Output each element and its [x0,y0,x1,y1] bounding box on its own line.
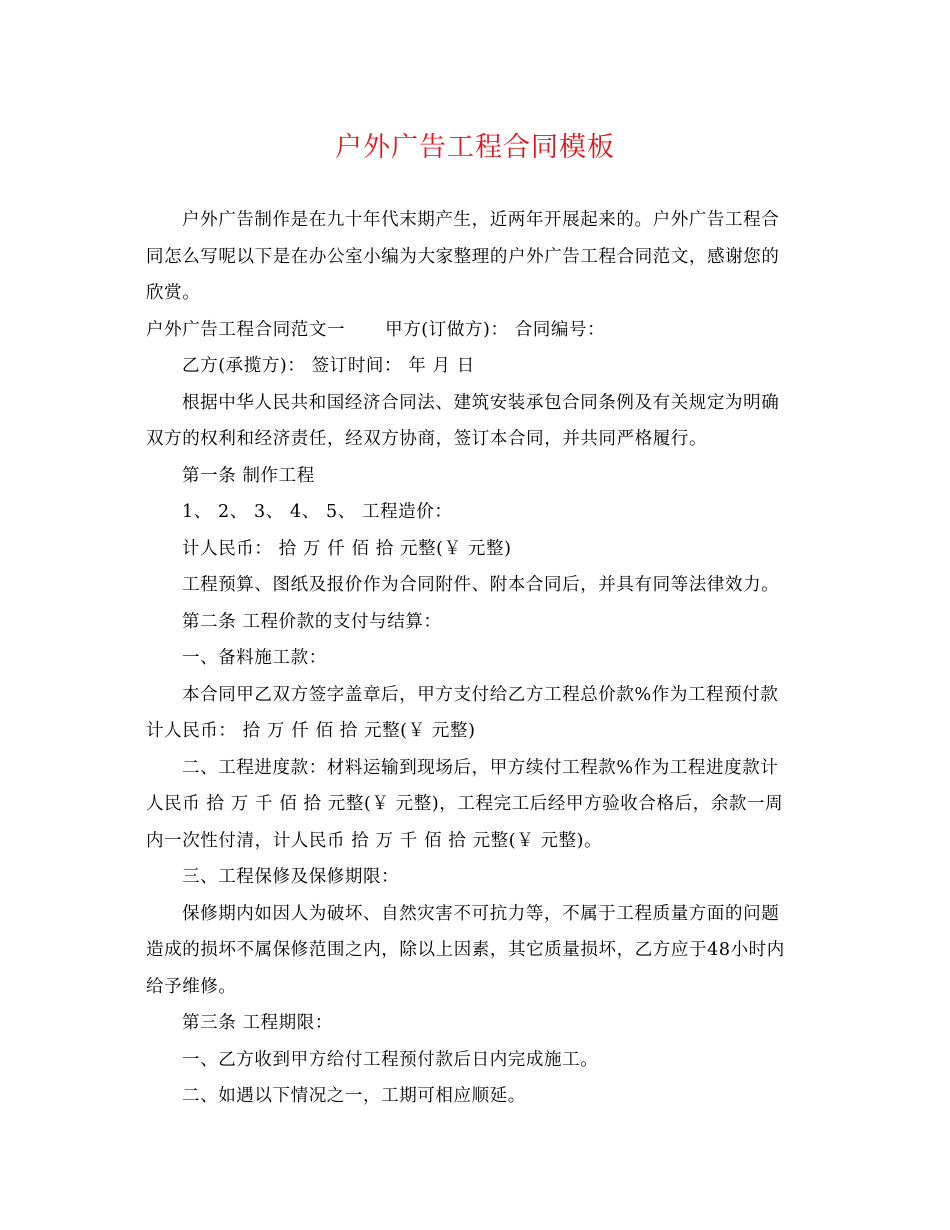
intro-paragraph [146,202,810,312]
article-1-rmb: 计人民币： 拾 万 仟 佰 拾 元整(￥ 元整) [182,538,512,559]
article-2-sub3-heading: 三、工程保修及保修期限： [182,867,400,887]
party-b-line: 乙方(承揽方)： 签订时间： 年 月 日 [182,356,475,376]
article-2-heading: 第二条 工程价款的支付与结算： [182,611,442,632]
article-2-sub2-paragraph [146,750,810,860]
article-2-sub3-line-1: 保修期内如因人为破坏、自然灾害不可抗力等，不属于工程质量方面的问题 [182,903,780,924]
article-2-sub1-line-1: 本合同甲乙双方签字盖章后，甲方支付给乙方工程总价款%作为工程预付款 [182,684,779,705]
article-2-sub1-paragraph [146,677,810,750]
basis-line-1: 根据中华人民共和国经济合同法、建筑安装承包合同条例及有关规定为明确 [182,392,780,413]
article-2-sub2-line-1: 二、工程进度款：材料运输到现场后，甲方续付工程款%作为工程进度款计 [182,757,779,778]
party-a-contract-no: 甲方(订做方)： 合同编号： [385,319,606,340]
article-1-attachment: 工程预算、图纸及报价作为合同附件、附本合同后，并具有同等法律效力。 [182,575,780,595]
basis-paragraph [146,385,810,458]
document-body [146,202,810,1115]
article-3-heading: 第三条 工程期限： [182,1013,333,1033]
article-2-sub3-paragraph [146,896,810,1006]
article-1-items: 1、 2、 3、 4、 5、 工程造价： [182,502,453,522]
article-3-item-2: 二、如遇以下情况之一，工期可相应顺延。 [182,1086,526,1106]
sample-title-line [146,312,810,349]
intro-line-1: 户外广告制作是在九十年代末期产生，近两年开展起来的。户外广告工程合 [182,210,780,230]
page-title: 户外广告工程合同模板 [335,132,615,163]
article-2-sub1-heading: 一、备料施工款： [182,648,327,668]
intro-line-3: 欣赏。 [146,283,201,303]
sample-title: 户外广告工程合同范文一 [146,319,346,340]
article-2-sub1-line-2: 计人民币： 拾 万 仟 佰 拾 元整(￥ 元整) [146,721,476,741]
article-2-sub3-line-3: 给予维修。 [146,976,237,997]
article-1-heading: 第一条 制作工程 [182,465,315,486]
article-2-sub2-line-2: 人民币 拾 万 千 佰 拾 元整(￥ 元整)，工程完工后经甲方验收合格后，余款一周 [146,794,784,814]
basis-line-2: 双方的权利和经济责任，经双方协商，签订本合同，并共同严格履行。 [146,429,708,449]
intro-line-2: 同怎么写呢以下是在办公室小编为大家整理的户外广告工程合同范文，感谢您的 [146,246,780,267]
article-2-sub2-line-3: 内一次性付清，计人民币 拾 万 千 佰 拾 元整(￥ 元整)。 [146,830,603,851]
article-3-item-1: 一、乙方收到甲方给付工程预付款后日内完成施工。 [182,1049,599,1070]
article-2-sub3-line-2: 造成的损坏不属保修范围之内，除以上因素，其它质量损坏，乙方应于48小时内 [146,940,785,960]
